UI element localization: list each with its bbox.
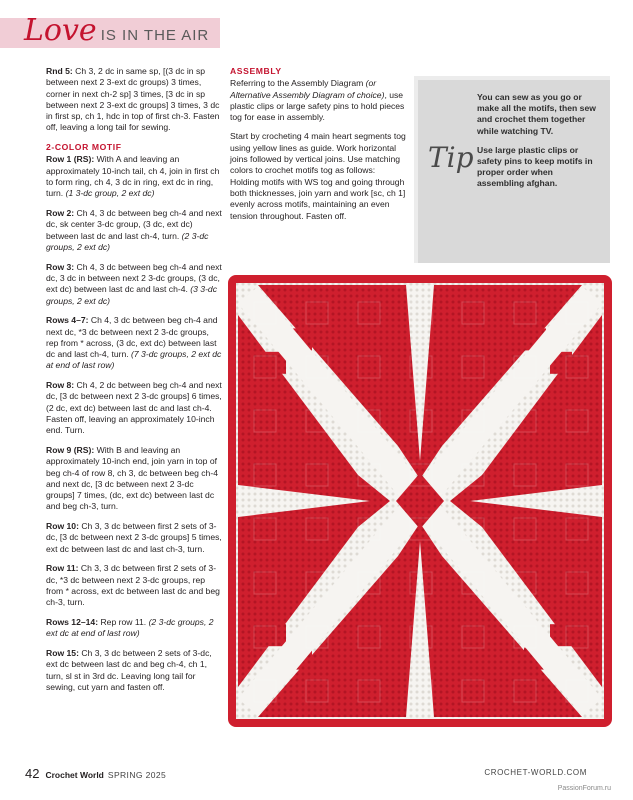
row-lead: Row 3:	[46, 261, 75, 272]
row-paragraph	[46, 315, 222, 371]
row-text: Ch 4, 3 dc between beg ch-4 and next dc, 3 dc in between next 2 3-dc groups, (3 dc, ext dc) between last dc and last ch-4.	[46, 261, 222, 295]
assembly-title: ASSEMBLY	[230, 66, 282, 76]
assembly-p1-start: Referring to the Assembly Diagram	[230, 78, 366, 89]
row-paragraph	[46, 262, 222, 307]
row-note: (3 3-dc groups, 2 ext dc)	[46, 284, 218, 306]
row-paragraph	[46, 154, 222, 199]
red-step-block	[264, 624, 286, 646]
tip-paragraph-1: You can sew as you go or make all the motifs, then sew and crochet them together while watching TV.	[477, 92, 596, 136]
assembly-paragraph-2: Start by crocheting 4 main heart segments tog using yellow lines as guide. Work horizontal joins followed by vertical joins. Use matching colors to crochet motifs tog as follows: Holding motifs with WS tog and going through both thicknesses, join yarn and work [sc, ch 1] evenly across motifs, maintaining an even tension throughout. Fasten off.	[230, 131, 406, 221]
rnd5-lead: Rnd 5:	[46, 66, 73, 76]
row-note: (2 3-dc groups, 2 ext dc)	[46, 230, 209, 252]
row-lead: Rows 4–7:	[46, 315, 89, 326]
row-text: With A and leaving an approximately 10-inch tail, ch 4, join in first ch to form ring, ch 4, 3 dc in ring, ext dc in ring, turn.	[46, 154, 220, 199]
issue-label: SPRING 2025	[107, 770, 167, 780]
header-rest: IS IN THE AIR	[100, 27, 210, 44]
row-note: (7 3-dc groups, 2 ext dc at end of last row)	[46, 349, 222, 371]
footer	[25, 766, 166, 781]
row-lead: Row 11:	[46, 563, 79, 574]
row-text: Ch 3, 3 dc between 2 sets of 3-dc, ext dc between last dc and beg ch-4, ch 1, turn, sl st in 3rd dc. Leaving long tail for sewing, cut yarn and fasten off.	[46, 647, 212, 692]
row-note: (2 3-dc groups, 2 ext dc at end of last row)	[46, 616, 214, 639]
motif-section-title: 2-COLOR MOTIF	[46, 142, 122, 153]
assembly-p1-end: , use plastic clips or large safety pins to hold pieces tog for ease in assembly.	[230, 89, 405, 123]
row-text: Ch 3, 3 dc between first 2 sets of 3-dc, [3 dc between next 2 3-dc groups] 5 times, ext dc between last dc and last ch-3, turn.	[46, 521, 222, 554]
row-text: Ch 3, 3 dc between first 2 sets of 3-dc, *3 dc between next 2 3-dc groups, rep from * across, ext dc between last dc and beg ch-3, turn.	[46, 563, 220, 608]
row-lead: Rows 12–14:	[46, 616, 99, 627]
row-note: (1 3-dc group, 2 ext dc)	[65, 188, 155, 199]
assembly-p1-italic: (or Alternative Assembly Diagram of choice)	[230, 78, 385, 100]
left-column	[46, 66, 222, 702]
row-paragraph	[46, 648, 222, 693]
row-paragraph	[46, 617, 222, 640]
row-text: Ch 4, 3 dc between beg ch-4 and next dc, sk center 3-dc group, (3 dc, ext dc) between last dc and last ch-4, turn.	[46, 208, 222, 241]
row-text: With B and leaving an approximately 10-inch end, join yarn in top of beg ch-4 of row 8, ch 3, dc between beg ch-4 and next dc, [3 dc between next 2 3-dc groups] 7 times, (dc, ext dc) between last dc and beg ch-3, turn.	[46, 444, 218, 512]
row-text: Ch 4, 2 dc between beg ch-4 and next dc, [3 dc between next 2 3-dc groups] 6 times, (2 dc, ext dc) between last dc and last ch-4. Fasten off, leaving an approximately 10-inch end. Turn.	[46, 380, 222, 436]
watermark-text: PassionForum.ru	[557, 785, 611, 792]
rnd5-text: Ch 3, 2 dc in same sp, [(3 dc in sp between next 2 3-ext dc groups) 3 times, corner in next ch-2 sp] 3 times, [3 dc in sp between next 2 3-ext dc groups] 3 times, 3 dc in first sp, ch 1, hdc in top of first ch-3. Fasten off, leaving a long tail for sewing.	[46, 66, 220, 133]
website-label: CROCHET-WORLD.COM	[484, 768, 587, 777]
section-header	[24, 14, 209, 48]
tip-text	[477, 92, 602, 198]
row-paragraph	[46, 380, 222, 436]
header-script-word: Love	[24, 13, 97, 48]
row-lead: Row 15:	[46, 647, 79, 658]
row-lead: Row 9 (RS):	[46, 444, 95, 455]
row-paragraph	[46, 563, 222, 608]
assembly-paragraph-1	[230, 78, 406, 123]
tip-paragraph-2: Use large plastic clips or safety pins to keep motifs in proper order when assembling afghan.	[477, 144, 593, 189]
row-lead: Row 1 (RS):	[46, 154, 95, 165]
row-lead: Row 8:	[46, 380, 75, 391]
red-step-block	[498, 671, 520, 693]
red-step-block	[238, 601, 260, 623]
row-text: Ch 4, 3 dc between beg ch-4 and next dc, *3 dc between next 2 3-dc groups, rep from * across, (3 dc, ext dc) between last dc and last ch-4, turn.	[46, 315, 218, 360]
red-step-block	[576, 601, 598, 623]
page-number: 42	[25, 766, 40, 781]
rnd5-paragraph	[46, 66, 222, 134]
row-lead: Row 2:	[46, 208, 75, 219]
assembly-column	[230, 66, 406, 230]
tip-label: Tip	[428, 141, 474, 174]
row-paragraph	[46, 521, 222, 555]
afghan-photo	[228, 275, 612, 727]
row-paragraph	[46, 208, 222, 253]
row-paragraph	[46, 445, 222, 513]
row-text: Rep row 11.	[98, 616, 149, 627]
magazine-name: Crochet World	[45, 770, 104, 780]
row-lead: Row 10:	[46, 521, 79, 532]
red-step-block	[316, 671, 338, 693]
